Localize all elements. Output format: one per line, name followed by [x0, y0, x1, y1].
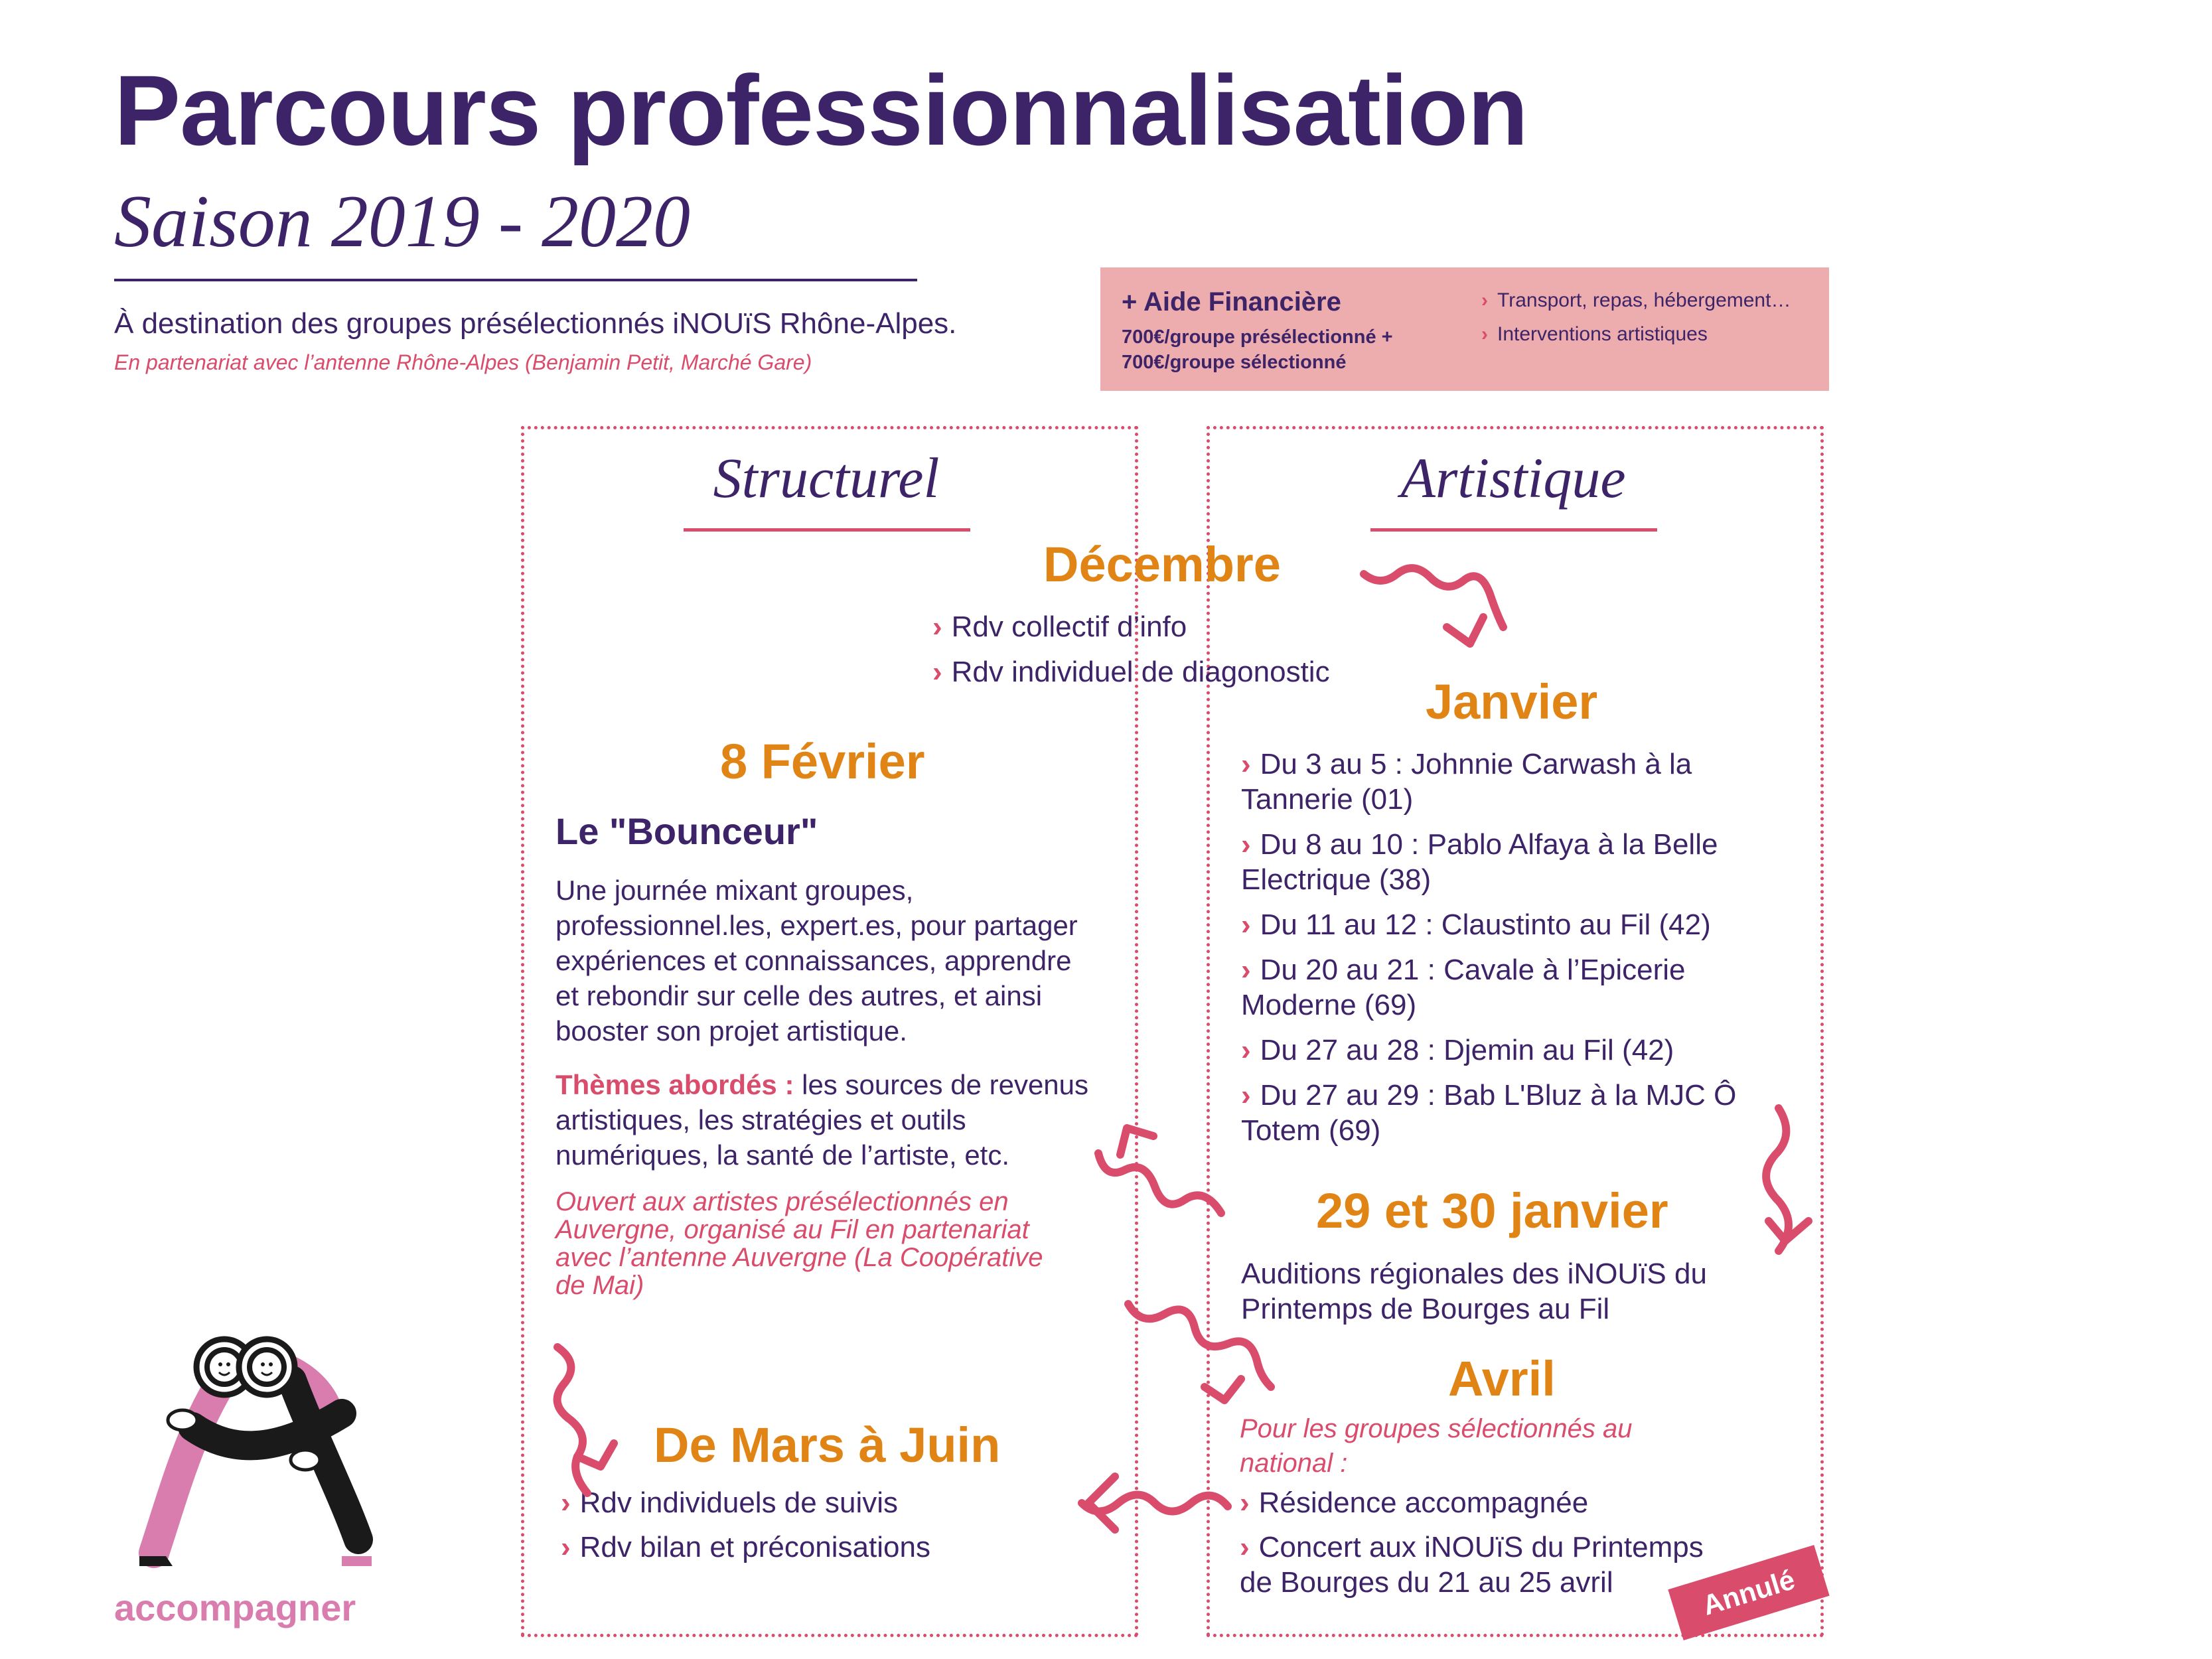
list-item: › Rdv bilan et préconisations [561, 1531, 930, 1563]
chevron-right-icon: › [1241, 954, 1251, 986]
squiggle-arrow-icon [1082, 1495, 1228, 1512]
arrow-head-icon [1120, 1128, 1153, 1155]
squiggle-arrow-icon [1098, 1153, 1221, 1213]
month-march-june: De Mars à Juin [654, 1417, 1001, 1473]
column-title-artistique: Artistique [1400, 446, 1626, 510]
event-description: Une journée mixant groupes, professionnel.les, expert.es, pour partager expériences et connaissances, apprendre et rebondir sur celle des autres, et ainsi booster son projet artistique. [555, 875, 1078, 1046]
month-january: Janvier [1426, 674, 1598, 729]
aid-amount-line: 700€/groupe présélectionné + [1122, 326, 1393, 348]
list-item: › Du 27 au 28 : Djemin au Fil (42) [1241, 1034, 1674, 1066]
page-title: Parcours professionnalisation [114, 54, 1528, 166]
arrow-head-icon [1447, 617, 1483, 644]
chevron-right-icon: › [1240, 1486, 1250, 1519]
list-item: › Du 11 au 12 : Claustinto au Fil (42) [1241, 908, 1711, 941]
month-december: Décembre [1043, 537, 1281, 592]
chevron-right-icon: › [1241, 748, 1251, 780]
squiggle-arrow-icon [1128, 1304, 1271, 1387]
list-item: › Du 20 au 21 : Cavale à l’Epicerie Moderne (69) [1241, 954, 1686, 1021]
chevron-right-icon: › [561, 1486, 571, 1519]
accompagner-logo-icon [113, 1327, 392, 1573]
april-note: Pour les groupes sélectionnés au national : [1240, 1414, 1633, 1478]
chevron-right-icon: › [1481, 323, 1488, 345]
logo-label: accompagner [114, 1587, 356, 1628]
chevron-right-icon: › [1241, 1079, 1251, 1112]
themes-label: Thèmes abordés : [555, 1069, 794, 1100]
chevron-right-icon: › [1241, 1034, 1251, 1066]
chevron-right-icon: › [932, 611, 942, 643]
arrow-head-icon [1205, 1379, 1241, 1400]
aid-item: › Transport, repas, hébergement… [1481, 289, 1791, 311]
month-february: 8 Février [720, 734, 925, 789]
season-subtitle: Saison 2019 - 2020 [114, 180, 690, 263]
month-late-january: 29 et 30 janvier [1316, 1183, 1668, 1238]
aid-title: + Aide Financière [1122, 287, 1341, 317]
list-item: › Du 27 au 29 : Bab L'Bluz à la MJC Ô Totem (69) [1241, 1079, 1737, 1147]
column-title-structurel: Structurel [713, 446, 940, 510]
list-item: › Rdv individuel de diagonostic [932, 656, 1330, 688]
aid-item: › Interventions artistiques [1481, 323, 1708, 345]
event-themes: Thèmes abordés : les sources de revenus artistiques, les stratégies et outils numériques, la santé de l’artiste, etc. [555, 1069, 1089, 1171]
chevron-right-icon: › [561, 1531, 571, 1563]
list-item: › Résidence accompagnée [1240, 1486, 1589, 1519]
chevron-right-icon: › [1241, 828, 1251, 861]
list-item: › Rdv individuels de suivis [561, 1486, 898, 1519]
cancelled-badge: Annulé [1668, 1545, 1829, 1640]
chevron-right-icon: › [1240, 1531, 1250, 1563]
list-item: › Du 3 au 5 : Johnnie Carwash à la Tannerie (01) [1241, 748, 1692, 816]
partnership-text: En partenariat avec l’antenne Rhône-Alpes (Benjamin Petit, Marché Gare) [114, 350, 812, 374]
chevron-right-icon: › [1241, 908, 1251, 941]
arrow-head-icon [1088, 1477, 1115, 1530]
month-april: Avril [1448, 1351, 1556, 1406]
intro-text: À destination des groupes présélectionnés iNOUïS Rhône-Alpes. [114, 307, 957, 340]
list-item: › Concert aux iNOUïS du Printemps de Bourges du 21 au 25 avril [1240, 1531, 1704, 1599]
chevron-right-icon: › [932, 656, 942, 688]
event-title: Le "Bounceur" [555, 810, 818, 852]
list-item: › Du 8 au 10 : Pablo Alfaya à la Belle Electrique (38) [1241, 828, 1718, 896]
list-item: › Rdv collectif d’info [932, 611, 1187, 643]
event-audience-note: Ouvert aux artistes présélectionnés en Auvergne, organisé au Fil en partenariat avec l’antenne Auvergne (La Coopérative de Mai) [555, 1187, 1043, 1300]
aid-amount-line: 700€/groupe sélectionné [1122, 352, 1347, 373]
chevron-right-icon: › [1481, 289, 1488, 311]
squiggle-arrow-icon [557, 1347, 587, 1493]
auditions-text: Auditions régionales des iNOUïS du Printemps de Bourges au Fil [1241, 1258, 1707, 1325]
